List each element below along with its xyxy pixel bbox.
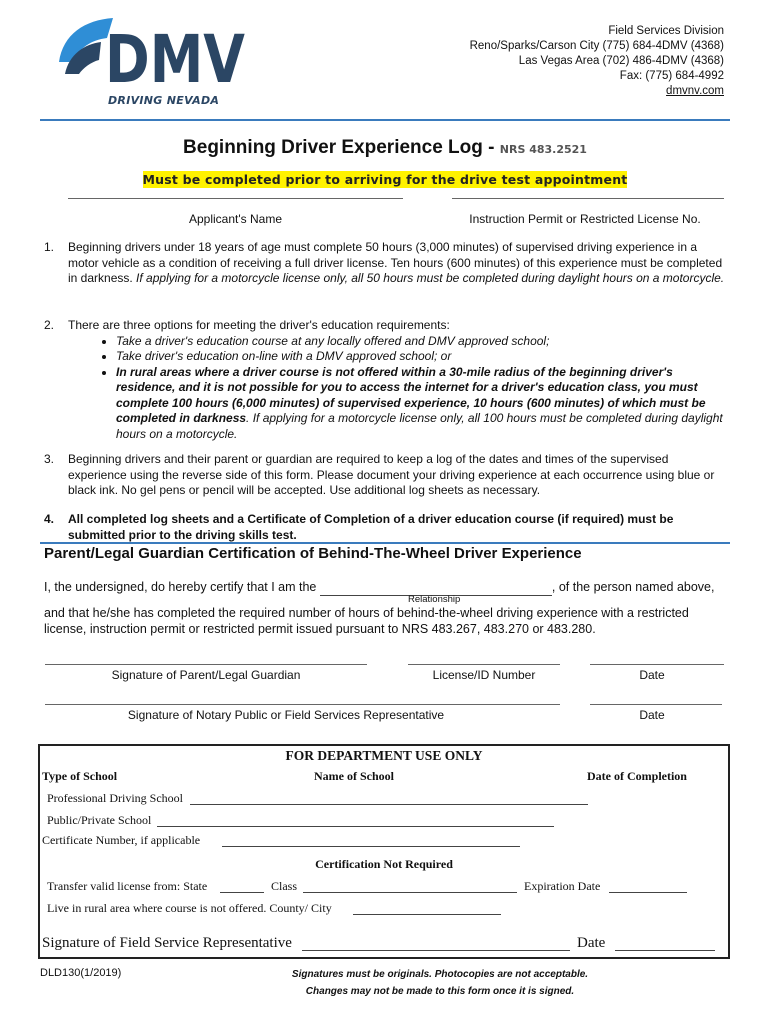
option-3-bold: In rural areas where a driver course is not offered within a 30-mile radius of the beginning driver's residence, and it is not possible for you to access the internet for a driver's education class, you must complete 100 hours (6,000 minutes) of supervised experience, 10 hours (600 minutes) of which must be completed in darkness	[116, 364, 706, 425]
item-number: 3.	[44, 452, 55, 466]
col-date-of-completion: Date of Completion	[587, 769, 687, 783]
footer-note-originals: Signatures must be originals. Photocopies are not acceptable.	[291, 969, 589, 980]
field-rep-signature-label: Signature of Field Service Representative	[42, 935, 292, 951]
parent-signature-line[interactable]	[45, 664, 367, 665]
certificate-number-label: Certificate Number, if applicable	[42, 833, 201, 847]
certify-end: , of the person named above,	[551, 580, 715, 594]
notary-signature-line[interactable]	[45, 704, 560, 705]
date-label: Date	[639, 668, 665, 682]
item-1-text: Beginning drivers under 18 years of age must complete 50 hours (3,000 minutes) of supervised driving experience in a motor vehicle as a condition of receiving a full driver license. Ten hours (600 minutes) of this experience must be completed in darkness.	[68, 240, 723, 285]
license-number-label: Instruction Permit or Restricted License No.	[469, 212, 701, 226]
rural-label: Live in rural area where course is not offered. County/ City	[47, 901, 332, 915]
professional-school-field[interactable]	[190, 804, 588, 805]
notary-signature-label: Signature of Notary Public or Field Services Representative	[127, 708, 445, 722]
instruction-item-1	[44, 240, 729, 287]
transfer-state-field[interactable]	[220, 892, 264, 893]
form-code: DLD130(1/2019)	[40, 967, 122, 979]
contact-division: Field Services Division	[608, 25, 724, 37]
instruction-item-4	[44, 512, 729, 543]
class-label: Class	[271, 879, 298, 893]
contact-info	[470, 24, 724, 99]
department-heading: FOR DEPARTMENT USE ONLY	[285, 748, 483, 763]
option-3-rest: . If applying for a motorcycle license only, all 100 hours must be completed during daylight hours on a motorcycle.	[116, 411, 723, 441]
title-text: Beginning Driver Experience Log -	[183, 137, 500, 158]
page-title	[0, 137, 770, 159]
certify-body: and that he/she has completed the required number of hours of behind-the-wheel driving experience with a restricted license, instruction permit or restricted permit issued pursuant to NRS 483.267, 483.270 or 483.280.	[44, 606, 689, 636]
contact-reno: Reno/Sparks/Carson City (775) 684-4DMV (4368)	[469, 40, 724, 52]
option-bullet: • Take driver's education on-line with a DMV approved school; or	[116, 349, 729, 365]
footer-note-changes: Changes may not be made to this form once it is signed.	[305, 986, 575, 997]
website-link[interactable]: dmvnv.com	[666, 85, 724, 97]
subtitle-highlight: Must be completed prior to arriving for the drive test appointment	[142, 172, 628, 187]
instruction-item-2	[44, 318, 729, 442]
item-number: 2.	[44, 318, 55, 332]
relationship-label: Relationship	[408, 594, 461, 605]
guardian-section-title: Parent/Legal Guardian Certification of Behind-The-Wheel Driver Experience	[44, 545, 582, 562]
notary-date-label: Date	[639, 708, 665, 722]
contact-fax: Fax: (775) 684-4992	[619, 70, 724, 82]
option-bullet: • Take a driver's education course at any locally offered and DMV approved school;	[116, 334, 729, 350]
certification-not-required: Certification Not Required	[315, 857, 453, 871]
parent-signature-label: Signature of Parent/Legal Guardian	[111, 668, 301, 682]
item-4-text: All completed log sheets and a Certificate of Completion of a driver education course (if required) must be submitted prior to the driving skills test.	[68, 512, 674, 542]
field-rep-signature-field[interactable]	[302, 950, 570, 951]
dmv-logo	[55, 14, 250, 109]
col-name-of-school: Name of School	[314, 769, 394, 783]
date-line[interactable]	[590, 664, 724, 665]
logo-tagline: DRIVING NEVADA	[108, 94, 220, 107]
expiration-label: Expiration Date	[524, 879, 601, 893]
item-number: 4.	[44, 512, 55, 526]
field-rep-date-field[interactable]	[615, 950, 715, 951]
license-number-line[interactable]	[452, 198, 724, 199]
field-rep-date-label: Date	[577, 935, 606, 951]
county-city-field[interactable]	[353, 914, 501, 915]
transfer-label: Transfer valid license from: State	[47, 879, 208, 893]
license-id-line[interactable]	[408, 664, 560, 665]
logo-text: DMV	[105, 21, 245, 94]
expiration-field[interactable]	[609, 892, 687, 893]
item-number: 1.	[44, 240, 55, 254]
header-divider	[40, 119, 730, 121]
dmv-logo-mark	[55, 14, 250, 94]
option-bullet	[116, 365, 729, 443]
subtitle	[0, 171, 770, 189]
professional-school-row	[47, 791, 183, 806]
col-type-of-school: Type of School	[42, 769, 118, 783]
item-1-italic: If applying for a motorcycle license only, all 50 hours must be completed during daylight hours on a motorcycle.	[136, 271, 725, 285]
license-id-label: License/ID Number	[432, 668, 536, 682]
public-private-school-label: Public/Private School	[47, 813, 152, 827]
certify-start: I, the undersigned, do hereby certify that I am the	[44, 580, 317, 594]
section-divider	[40, 542, 730, 544]
options-list	[68, 334, 729, 443]
professional-school-label: Professional Driving School	[47, 791, 183, 805]
class-field[interactable]	[303, 892, 517, 893]
instruction-item-3	[44, 452, 729, 499]
item-2-intro: There are three options for meeting the driver's education requirements:	[68, 318, 450, 332]
certify-line	[44, 579, 734, 596]
contact-vegas: Las Vegas Area (702) 486-4DMV (4368)	[518, 55, 724, 67]
department-use-box	[38, 744, 730, 959]
item-3-text: Beginning drivers and their parent or guardian are required to keep a log of the dates and times of the supervised experience using the reverse side of this form. Please document your driving experience at each occurrence using blue or black ink. No gel pens or pencil will be accepted. Use additional log sheets as necessary.	[68, 452, 715, 497]
applicant-name-label: Applicant's Name	[189, 212, 282, 226]
public-private-school-field[interactable]	[157, 826, 554, 827]
certificate-number-field[interactable]	[222, 846, 520, 847]
applicant-name-line[interactable]	[68, 198, 403, 199]
notary-date-line[interactable]	[590, 704, 722, 705]
title-statute: NRS 483.2521	[499, 143, 587, 156]
